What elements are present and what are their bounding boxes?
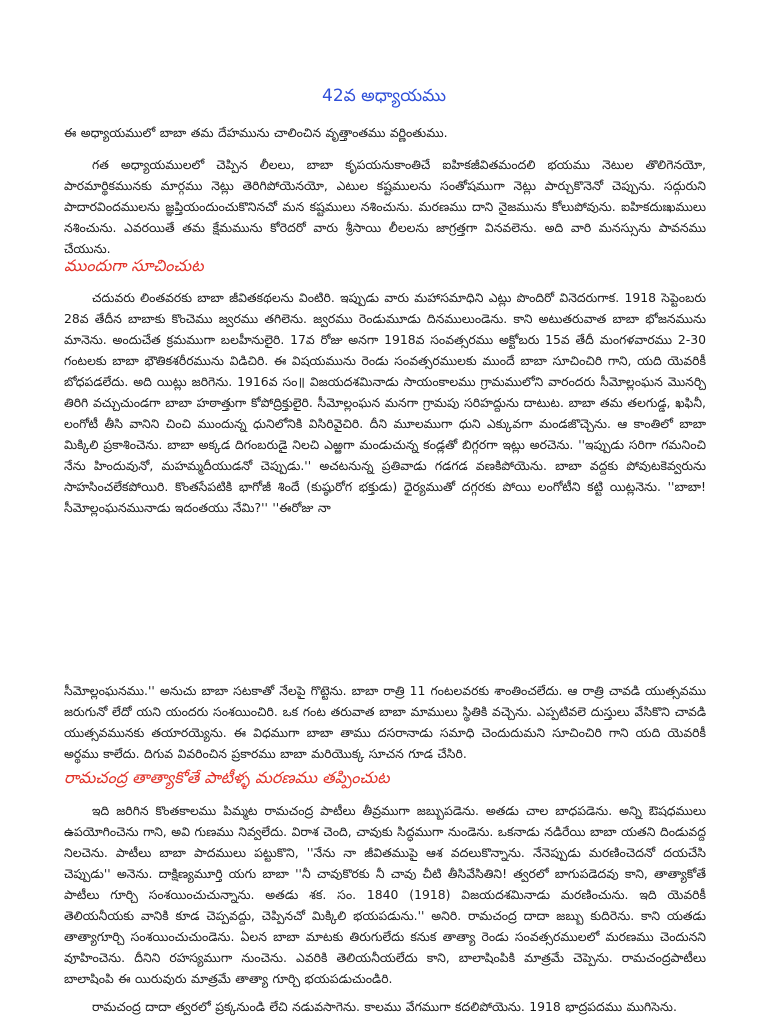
paragraph-1: గత అధ్యాయములలో చెప్పిన లీలలు, బాబా కృపయనుకాంతిచే ఐహికజీవితమందలి భయము నెటుల తొలిగెనయో, పారమార్థికమునకు మార్గము నెట్లు తెరిగిపోయెనయో, ఎటుల కష్టములను సంతోషముగా నెట్లు పార్చుకొనెనో చెప్పును. సద్గురుని పాదారవిందములను జ్ఞప్తియందుంచుకొనినచో మన కష్టములు నశించును. మరణము దాని నైజమును కోలుపోవును. ఐహికదుఃఖములు నశించును. ఎవరయితే తమ క్షేమమును కోరెదరో వారు శ్రీసాయి లీలలను జాగ్రత్తగా వినవలెను. అది వారి మనస్సును పావనము చేయును. <box>64 157 706 256</box>
paragraph-3: సీమోల్లంఘనము.'' అనుచు బాబా సటకాతో నేలపై గొట్టెను. బాబా రాత్రి 11 గంటలవరకు శాంతించలేదు. ఆ రాత్రి చావడి యుత్సవము జరుగునో లేదో యని యందరు సంశయించిరి. ఒక గంట తరువాత బాబా మాములు స్థితికి వచ్చెను. ఎప్పటివలె దుస్తులు వేసికొని చావడి యుత్సవమునకు తయారయ్యెను. ఈ విధముగా బాబా తాము దసరానాడు సమాధి చెందుదుమని సూచించిరి గాని యది యెవరికీ అర్థము కాలేదు. దిగువ వివరించిన ప్రకారము బాబా మరియొక్క సూచన గూడ చేసిరి. <box>64 683 706 761</box>
section-heading-2: రామచంద్ర తాత్యాకోతే పాటీళ్ళ మరణము తప్పించుట <box>64 768 390 787</box>
intro-paragraph: ఈ అధ్యాయములో బాబా తమ దేహమును చాలించిన వృత్తాంతము వర్ణింతుము. <box>64 125 448 140</box>
paragraph-4: ఇది జరిగిన కొంతకాలము పిమ్మట రామచంద్ర పాటీలు తీవ్రముగా జబ్బుపడెను. అతడు చాల బాధపడెను. అన్ని ఔషధములు ఉపయోగించెను గాని, అవి గుణము నివ్వలేదు. విరాశ చెంది, చావుకు సిద్ధముగా నుండెను. ఒకనాడు నడిరేయి బాబా యతని దిండువద్ద నిలచెను. పాటీలు బాబా పాదములు పట్టుకొని, ''నేను నా జీవితముపై ఆశ వదలుకొన్నాను. నేనెప్పుడు మరణించెదనో దయచేసి చెప్పుడు'' అనెను. దాక్షిణ్యమూర్తి యగు బాబా ''నీ చావుకొరకు నీ చావు చీటి తీసివేసితిని! త్వరలో బాగుపడెదవు కాని, తాత్యాకోతే పాటీలు గూర్చి సంశయించుచున్నాను. అతడు శక. సం. 1840 (1918) విజయదశమినాడు మరణించును. ఇది యెవరికీ తెలియనీయకు వానికి కూడ చెప్పవద్దు, చెప్పినచో మిక్కిలి భయపడును.'' అనిరి. రామచంద్ర దాదా జబ్బు కుదిరెను. కాని యతడు తాత్యాగూర్చి సంశయించుచుండెను. ఏలన బాబా మాటకు తిరుగులేదు కనుక తాత్యా రెండు సంవత్సరములలో మరణము చెందునని వూహించెను. దీనిని రహస్యముగా నుంచెను. ఎవరికి తెలియనీయలేదు కాని, బాలాషింపికి మాత్రమే చెప్పెను. రామచంద్రపాటీలు బాలాషింపి ఈ యిరువురు మాత్రమే తాత్యా గూర్చి భయపడుచుండిరి. <box>64 803 706 986</box>
paragraph-5: రామచంద్ర దాదా త్వరలో ప్రక్కనుండి లేచి నడువసాగెను. కాలము వేగముగా కదలిపోయెను. 1918 భాద్రపదము ముగిసెను. <box>92 999 677 1014</box>
paragraph-2: చదువరు లింతవరకు బాబా జీవితకథలను వింటిరి. ఇప్పుడు వారు మహాసమాధిని ఎట్లు పొందిరో వినెదరుగాక. 1918 సెప్టెంబరు 28వ తేదీన బాబాకు కొంచెము జ్వరము తగిలెను. జ్వరము రెండుమూడు దినములుండెను. కాని అటుతరువాత బాబా భోజనమును మానెను. అందుచేత క్రమముగా బలహీనులైరి. 17వ రోజు అనగా 1918వ సంవత్సరము అక్టోబరు 15వ తేదీ మంగళవారము 2-30 గంటలకు బాబా భౌతికశరీరమును విడిచిరి. ఈ విషయమును రెండు సంవత్సరములకు ముందే బాబా సూచించిరి గాని, యది యెవరికీ బోధపడలేదు. అది యిట్లు జరిగెను. 1916వ సం॥ విజయదశమినాడు సాయంకాలము గ్రామములోని వారందరు సీమోల్లంఘన మొనర్చి తిరిగి వచ్చుచుండగా బాబా హఠాత్తుగా కోపోద్రిక్తులైరి. సీమోల్లంఘన మనగా గ్రామపు సరిహద్దును దాటుట. బాబా తమ తలగుడ్డ, ఖఫినీ, లంగోటీ తీసి వానిని చించి ముందున్న ధునిలోనికి విసిరివైచిరి. దీని మూలముగా ధుని ఎక్కువగా మండజొచ్చెను. ఆ కాంతిలో బాబా మిక్కిలి ప్రకాశించెను. బాబా అక్కడ దిగంబరుడై నిలచి ఎఱ్ఱగా మండుచున్న కండ్లతో బిగ్గరగా ఇట్లు అరచెను. ''ఇప్పుడు సరిగా గమనించి నేను హిందువునో, మహమ్మదీయుడనో చెప్పుడు.'' అచటనున్న ప్రతివాడు గడగడ వణకిపోయెను. బాబా వద్దకు పోవుటకెవ్వరును సాహసించలేకపోయిరి. కొంతసేపటికి భాగోజీ శిందే (కుష్ఠురోగ భక్తుడు) ధైర్యముతో దగ్గరకు పోయి లంగోటీని కట్టి యిట్లనెను. ''బాబా! సీమోల్లంఘనమునాడు ఇదంతయు నేమి?'' ''ఈరోజు నా <box>64 290 706 515</box>
section-heading-1: ముందుగా సూచించుట <box>64 256 204 275</box>
chapter-title: 42వ అధ్యాయము <box>322 86 446 106</box>
